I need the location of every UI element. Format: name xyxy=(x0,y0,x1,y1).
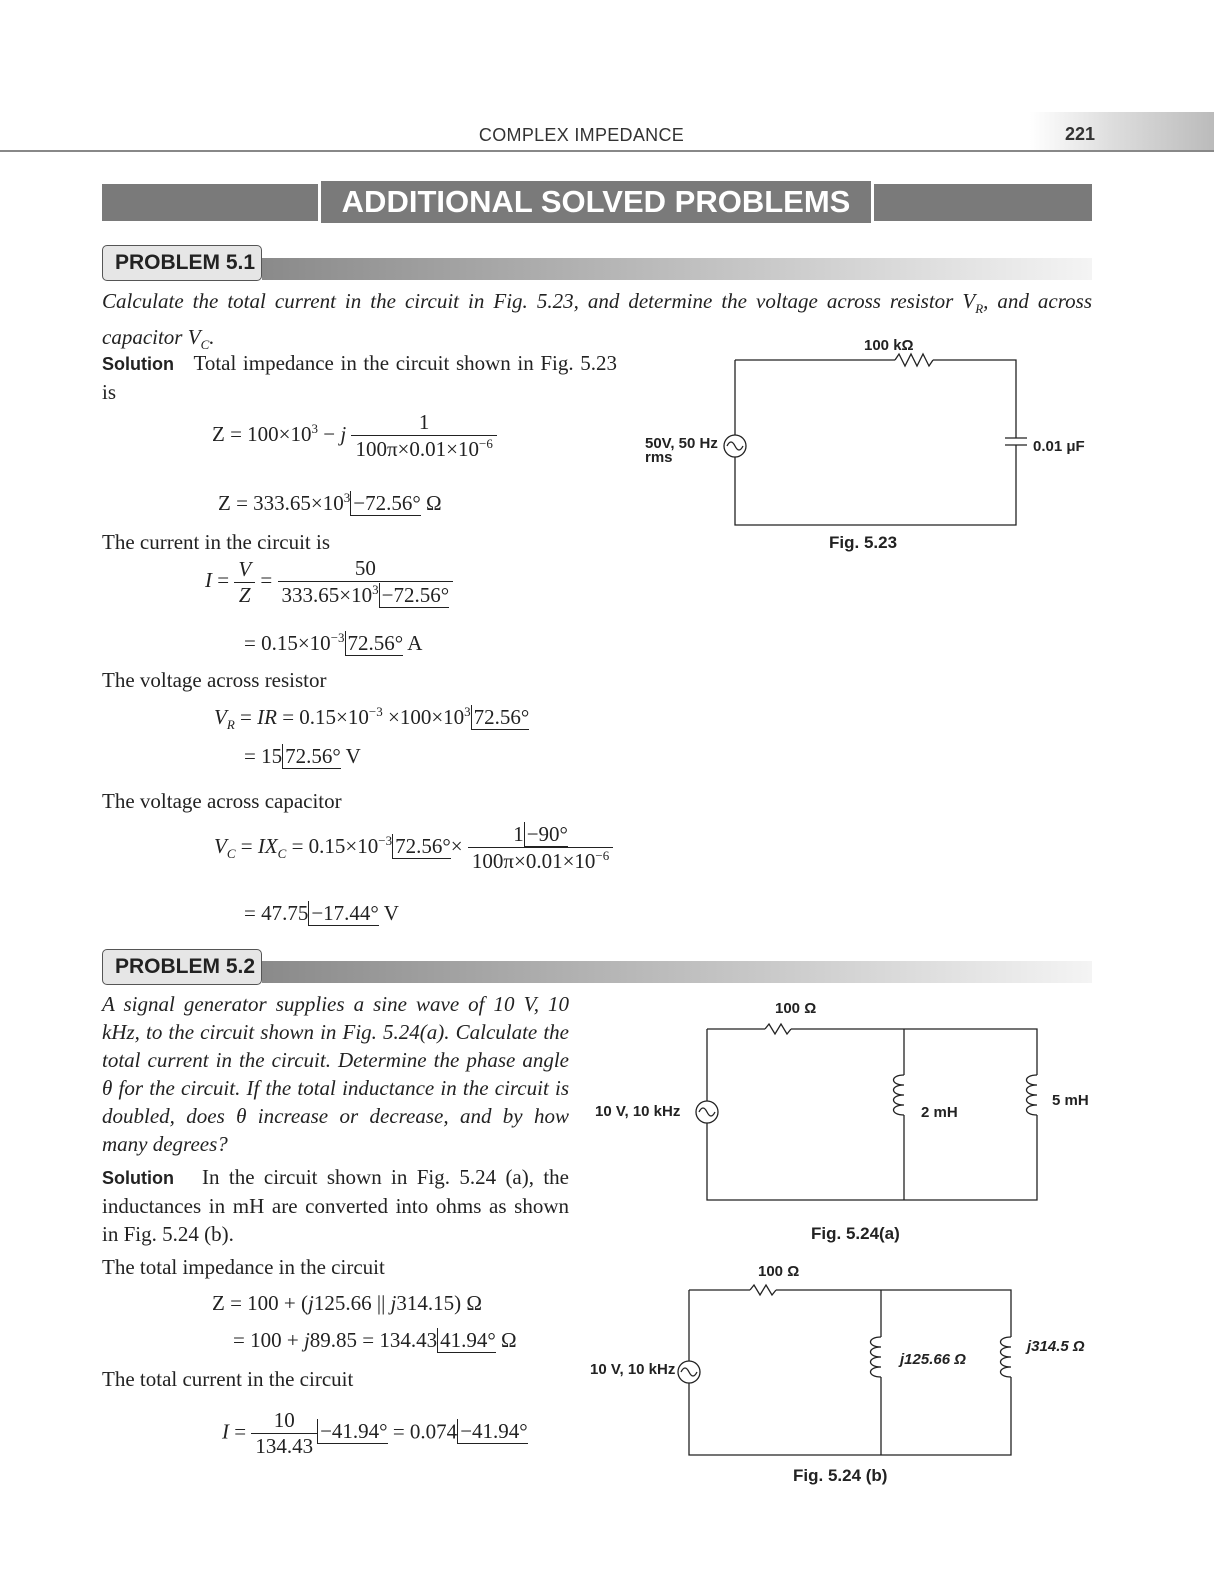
inductor-symbol xyxy=(894,1075,905,1115)
equation-current: I = $\frac{V}{Z}$ = $\frac{50}{333.65\times 10^3 -72.56^\circ}$ xyxy=(205,556,453,608)
sine-icon xyxy=(699,1108,715,1116)
inductor-symbol xyxy=(871,1337,882,1377)
resistor-symbol xyxy=(765,1024,791,1034)
capacitor-label: 0.01 μF xyxy=(1033,438,1085,455)
equation-vr: $V_R$ = IR = $0.15\times 10^{-3} \times 100\times 10^3$ 72.56° xyxy=(214,704,530,733)
sine-icon xyxy=(727,442,743,450)
wire xyxy=(735,445,1016,525)
resistor-label: 100 Ω xyxy=(775,1000,817,1017)
page-number: 221 xyxy=(1065,124,1096,144)
resistor-symbol xyxy=(750,1285,776,1295)
inductor-label: j314.5 Ω xyxy=(1027,1338,1085,1355)
wire xyxy=(791,1029,1037,1075)
problem-statement: A signal generator supplies a sine wave of 10 V, 10 kHz, to the circuit shown in Fig. 5.24(a). Calculate the total current in the circuit. Determine the phase angle θ for the circuit. If the total inductance in the circuit is doubled, does θ increase or decrease, and by how many degrees? xyxy=(102,992,569,1156)
problem-statement: Calculate the total current in the circuit in Fig. 5.23, and determine the voltage across resistor $V_R$, and across capacitor $V_C$. xyxy=(102,289,1092,353)
equation-z: $Z = 100\times 10^3 - j$ $\frac{1}{100\pi\times 0.01\times 10^{-6}}$ xyxy=(212,410,497,462)
inductor-label: 2 mH xyxy=(921,1104,958,1121)
wire xyxy=(689,1377,1011,1455)
solution-paragraph: Solution In the circuit shown in Fig. 5.24 (a), the inductances in mH are converted into ohms as shown in Fig. 5.24 (b). xyxy=(102,1165,570,1246)
circuit-diagram xyxy=(690,1015,1060,1210)
problem-label: PROBLEM 5.2 xyxy=(102,949,262,985)
vr-text: The voltage across resistor xyxy=(102,668,327,692)
equation-vc-result: = 47.75 −17.44° V xyxy=(244,901,399,925)
figure-caption: Fig. 5.24 (b) xyxy=(793,1466,888,1485)
section-banner: ADDITIONAL SOLVED PROBLEMS xyxy=(318,181,874,223)
header-rule xyxy=(0,150,1214,152)
circuit-diagram xyxy=(675,1275,1045,1465)
source-label: 10 V, 10 kHz xyxy=(590,1361,676,1378)
equation-z: Z = 100 + (j125.66 || j314.15) Ω xyxy=(212,1291,482,1315)
equation-current: I = $\frac{10}{134.43}$ −41.94° = 0.074 −41.94° xyxy=(222,1408,528,1458)
equation-vc: $V_C = IX_C = 0.15\times 10^{-3}$ 72.56°× $\frac{1 -90^\circ}{100\pi\times 0.01\times 10^{-6}}$ xyxy=(214,822,613,874)
vc-text: The voltage across capacitor xyxy=(102,789,342,813)
inductor-label: 5 mH xyxy=(1052,1092,1089,1109)
inductor-symbol xyxy=(1001,1337,1012,1377)
problem-label: PROBLEM 5.1 xyxy=(102,245,262,281)
source-label: 50V, 50 Hz rms xyxy=(645,435,718,466)
problem-bar xyxy=(262,258,1092,280)
wire xyxy=(707,1115,1037,1200)
figure-caption: Fig. 5.24(a) xyxy=(811,1224,900,1243)
equation-z-result: = 100 + j89.85 = 134.43 41.94° Ω xyxy=(233,1328,517,1352)
sine-icon xyxy=(681,1368,697,1376)
inductor-symbol xyxy=(1027,1075,1038,1115)
resistor-label: 100 kΩ xyxy=(864,337,914,354)
resistor-label: 100 Ω xyxy=(758,1263,800,1280)
problem-bar xyxy=(262,961,1092,983)
current-text: The current in the circuit is xyxy=(102,530,330,554)
source-label: 10 V, 10 kHz xyxy=(595,1103,681,1120)
equation-current-result: = $0.15\times 10^{-3}$ 72.56° A xyxy=(244,630,423,655)
resistor-symbol xyxy=(895,354,933,366)
equation-z-result: $Z = 333.65\times 10^3 -72.56^\circ$ Ω xyxy=(218,490,442,515)
solution-paragraph: Solution Total impedance in the circuit shown in Fig. 5.23 is xyxy=(102,351,617,404)
impedance-text: The total impedance in the circuit xyxy=(102,1255,385,1279)
wire xyxy=(776,1290,1011,1337)
figure-caption: Fig. 5.23 xyxy=(829,533,898,552)
equation-vr-result: = 15 72.56° V xyxy=(244,744,361,768)
wire xyxy=(933,360,1016,438)
inductor-label: j125.66 Ω xyxy=(900,1351,966,1368)
running-header: COMPLEX IMPEDANCE xyxy=(478,125,685,145)
current-text: The total current in the circuit xyxy=(102,1367,354,1391)
